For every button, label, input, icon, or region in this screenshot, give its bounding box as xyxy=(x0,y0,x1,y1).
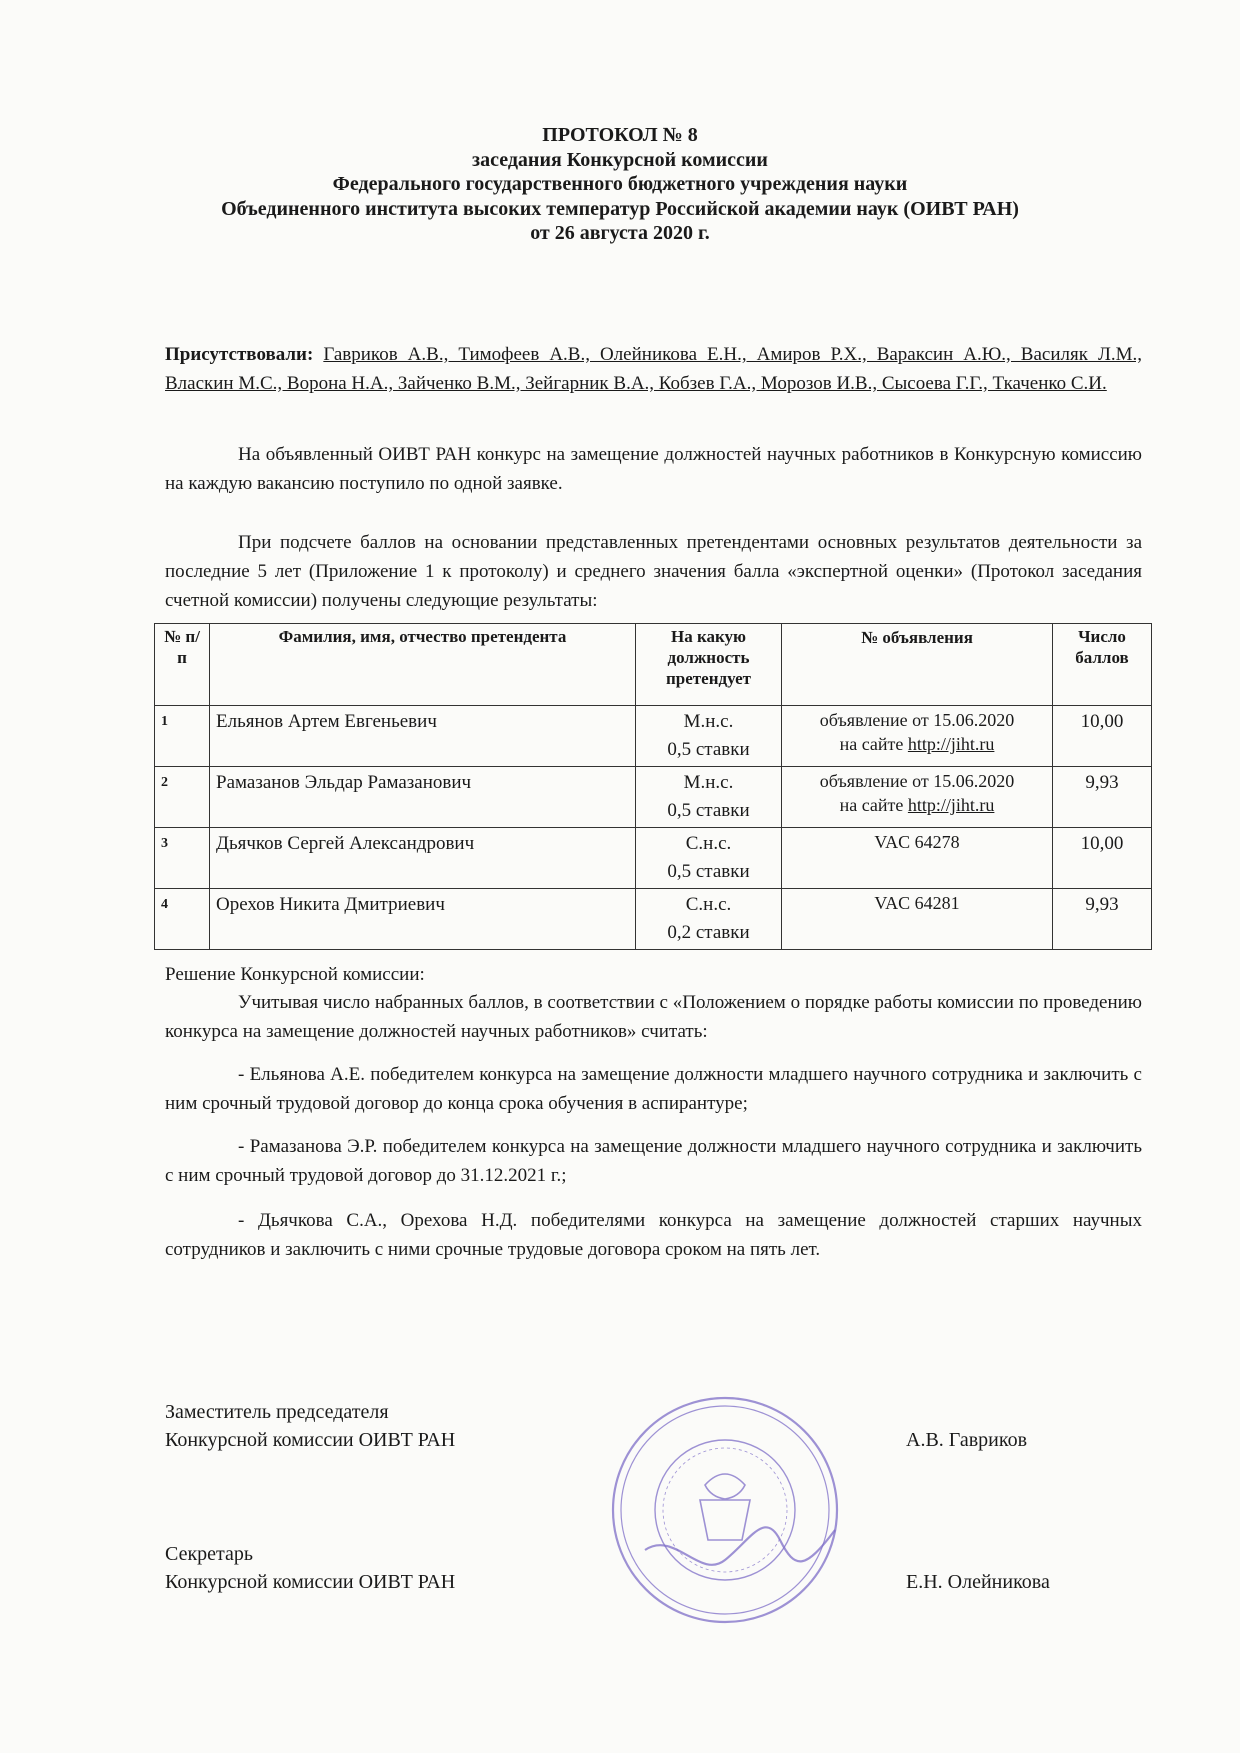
row-num: 3 xyxy=(155,828,210,889)
stamp-circles xyxy=(613,1398,837,1622)
ad-prefix: на сайте xyxy=(839,734,908,754)
ad-text: объявление от 15.06.2020 xyxy=(819,771,1015,791)
attendees-names: Гавриков А.В., Тимофеев А.В., Олейникова Е.Н., Амиров Р.Х., Вараксин А.Ю., Василяк Л.М., Власкин М.С., Ворона Н.А., Зайченко В.М., Зейгарник В.А., Кобзев Г.А., Морозов И.В., Сысоева Г.Г., Ткаченко С.И. xyxy=(165,344,1142,394)
deputy-title xyxy=(165,1398,455,1454)
paragraph-scoring: При подсчете баллов на основании представленных претендентами основных результатов деятельности за последние 5 лет (Приложение 1 к протоколу) и среднего значения балла «экспертной оценки» (Протокол заседания счетной комиссии) получены следующие результаты: xyxy=(165,532,1142,611)
attendees-paragraph: Присутствовали: Гавриков А.В., Тимофеев А.В., Олейникова Е.Н., Амиров Р.Х., Вараксин А.Ю., Василяк Л.М., Власкин М.С., Ворона Н.А., Зайченко В.М., Зейгарник В.А., Кобзев Г.А., Морозов И.В., Сысоева Г.Г., Ткаченко С.И. xyxy=(165,344,1142,394)
row-score: 9,93 xyxy=(1053,767,1152,828)
ad-link[interactable]: http://jiht.ru xyxy=(907,795,995,815)
ad-prefix: на сайте xyxy=(839,795,908,815)
institution-line-2: Объединенного института высоких температур Российской академии наук (ОИВТ РАН) xyxy=(221,197,1019,220)
table-header-row xyxy=(155,624,1152,706)
position-title: С.н.с. xyxy=(685,833,732,854)
signature-stroke xyxy=(645,1527,835,1565)
row-name: Дьячков Сергей Александрович xyxy=(210,828,636,889)
deputy-name: А.В. Гавриков xyxy=(906,1429,1028,1451)
row-score: 10,00 xyxy=(1053,706,1152,767)
row-position xyxy=(636,828,782,889)
deputy-title-line1: Заместитель председателя xyxy=(165,1401,389,1423)
meeting-subtitle: заседания Конкурсной комиссии xyxy=(472,148,768,171)
header-name: Фамилия, имя, отчество претендента xyxy=(210,624,636,706)
stamp-emblem xyxy=(700,1474,750,1540)
institution-line-1: Федерального государственного бюджетного учреждения науки xyxy=(332,173,908,195)
ad-link[interactable]: http://jiht.ru xyxy=(907,734,995,754)
position-rate: 0,2 ставки xyxy=(667,922,750,943)
table-row xyxy=(155,767,1152,828)
row-name: Орехов Никита Дмитриевич xyxy=(210,889,636,950)
stamp-dotted-ring xyxy=(663,1448,787,1572)
row-position xyxy=(636,767,782,828)
row-num: 1 xyxy=(155,706,210,767)
attendees-label: Присутствовали xyxy=(165,344,307,365)
ad-text: объявление от 15.06.2020 xyxy=(819,710,1015,730)
position-title: М.н.с. xyxy=(683,772,734,793)
decision-title: Решение Конкурсной комиссии: xyxy=(165,964,425,985)
row-num: 2 xyxy=(155,767,210,828)
row-score: 10,00 xyxy=(1053,828,1152,889)
row-score: 9,93 xyxy=(1053,889,1152,950)
position-rate: 0,5 ставки xyxy=(667,861,750,882)
decision-item-1: - Ельянова А.Е. победителем конкурса на замещение должности младшего научного сотрудника и заключить с ним срочный трудовой договор до конца срока обучения в аспирантуре; xyxy=(165,1064,1142,1114)
row-ad: VAC 64281 xyxy=(782,889,1053,950)
position-rate: 0,5 ставки xyxy=(667,800,750,821)
row-position xyxy=(636,706,782,767)
stamp-outer-ring xyxy=(613,1398,837,1622)
secretary-title-line2: Конкурсной комиссии ОИВТ РАН xyxy=(165,1571,456,1593)
position-title: М.н.с. xyxy=(683,711,734,732)
document-header xyxy=(0,123,1240,246)
row-name: Рамазанов Эльдар Рамазанович xyxy=(210,767,636,828)
secretary-name: Е.Н. Олейникова xyxy=(906,1571,1050,1593)
row-position xyxy=(636,889,782,950)
position-rate: 0,5 ставки xyxy=(667,739,750,760)
row-num: 4 xyxy=(155,889,210,950)
results-table xyxy=(154,623,1152,950)
decision-item-2: - Рамазанова Э.Р. победителем конкурса на замещение должности младшего научного сотрудника и заключить с ним срочный трудовой договор до 31.12.2021 г.; xyxy=(165,1136,1142,1186)
header-ad: № объявления xyxy=(782,624,1053,706)
decision-intro: Учитывая число набранных баллов, в соответствии с «Положением о порядке работы комиссии по проведению конкурса на замещение должностей научных работников» считать: xyxy=(165,992,1142,1042)
row-name: Ельянов Артем Евгеньевич xyxy=(210,706,636,767)
protocol-date: от 26 августа 2020 г. xyxy=(530,222,710,244)
row-ad: VAC 64278 xyxy=(782,828,1053,889)
header-num: № п/п xyxy=(155,624,210,706)
secretary-title-line1: Секретарь xyxy=(165,1543,254,1565)
secretary-title xyxy=(165,1540,455,1596)
header-score: Число баллов xyxy=(1053,624,1152,706)
official-stamp xyxy=(605,1390,845,1630)
position-title: С.н.с. xyxy=(685,894,732,915)
table-row xyxy=(155,889,1152,950)
table-row xyxy=(155,828,1152,889)
row-ad xyxy=(782,767,1053,828)
deputy-title-line2: Конкурсной комиссии ОИВТ РАН xyxy=(165,1429,456,1451)
protocol-title: ПРОТОКОЛ № 8 xyxy=(542,124,698,146)
decision-item-3: - Дьячкова С.А., Орехова Н.Д. победителями конкурса на замещение должностей старших научных сотрудников и заключить с ними срочные трудовые договора сроком на пять лет. xyxy=(165,1210,1142,1260)
row-ad xyxy=(782,706,1053,767)
stamp-mid-ring xyxy=(621,1406,829,1614)
paragraph-applications: На объявленный ОИВТ РАН конкурс на замещение должностей научных работников в Конкурсную комиссию на каждую вакансию поступило по одной заявке. xyxy=(165,444,1142,494)
table-row xyxy=(155,706,1152,767)
header-position: На какую должность претендует xyxy=(636,624,782,706)
